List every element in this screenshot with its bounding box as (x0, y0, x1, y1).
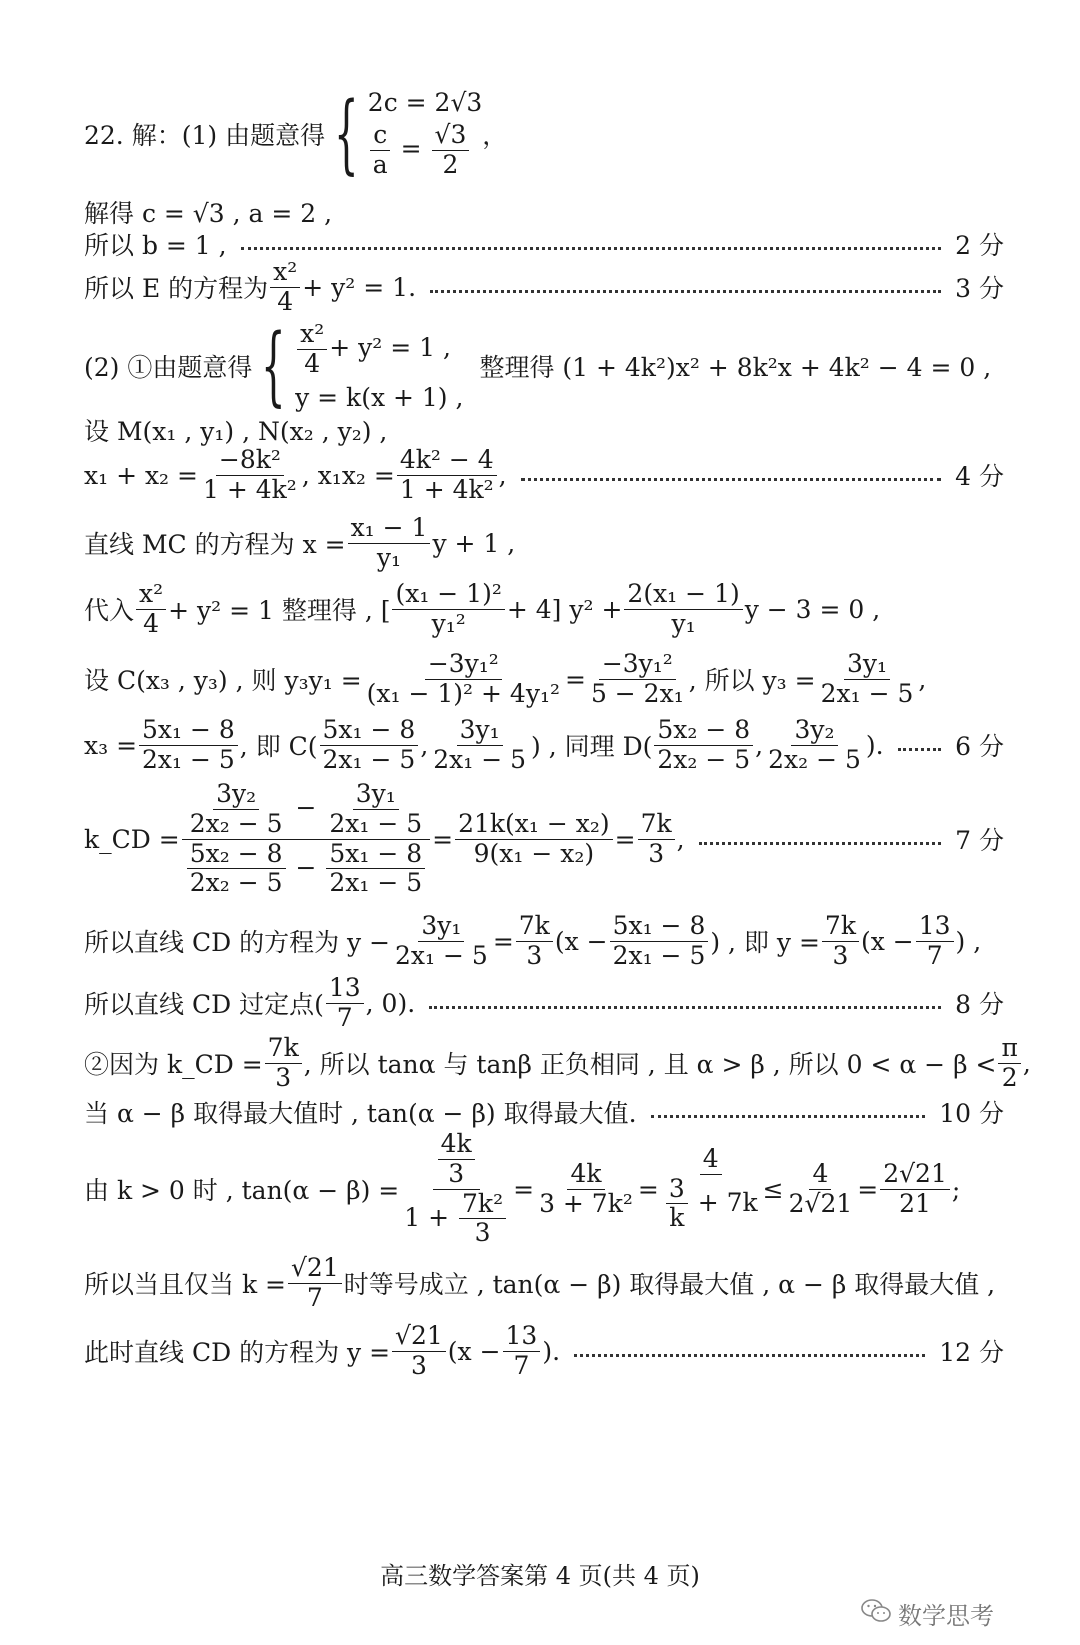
line-b: 所以 b = 1 , 2 分 (84, 226, 1004, 262)
line-ineq: 由 k > 0 时 , tan(α − β) = $\frac{4k}{3}$ 1 + $\frac{\text{7k²}}{3}$ = $\frac{4k}{\text{3 + 7k²}}$ = 4 $\frac{3}{k}$ + 7k ≤ $\frac{4}{2√21}$ = $\frac{2√21}{21}$ ; (84, 1129, 961, 1248)
line-E: 所以 E 的方程为 $\frac{\text{x²}}{4}$ + y² = 1. 3 分 (84, 257, 1004, 316)
line-MN: 设 M(x₁ , y₁) , N(x₂ , y₂) , (84, 417, 388, 446)
line-max: 当 α − β 取得最大值时 , tan(α − β) 取得最大值. 10 分 (84, 1094, 1004, 1130)
line-tan: ②因为 k_CD = $\frac{7k}{3}$ , 所以 tanα 与 tanβ 正负相同 , 且 α > β , 所以 0 < α − β < $\frac{\pi}{2}$ , (84, 1033, 1031, 1092)
score-12: 12 分 (939, 1338, 1004, 1368)
line-vieta: x₁ + x₂ = $\frac{\text{−8k²}}{\text{1 + 4k²}}$ , x₁x₂ = $\frac{\text{4k² − 4}}{\text{1 + 4k²}}$ , 4 分 (84, 445, 1004, 504)
brace-icon: { (261, 315, 287, 416)
dot-leader (699, 842, 942, 845)
sys1-line2: $\frac{c}{a}$ = $\frac{√3}{2}$ (368, 121, 483, 180)
watermark (860, 1596, 994, 1631)
line-solve: 解得 c = √3 , a = 2 , (84, 199, 333, 228)
comma: ， (482, 120, 508, 150)
dot-leader (521, 478, 942, 481)
dot-leader (574, 1354, 925, 1357)
line-kCD: k_CD = $\frac{\text{3y₂}}{\text{2x₂ − 5}}$ − $\frac{\text{3y₁}}{\text{2x₁ − 5}}$ $\frac{\text{5x₂ − 8}}{\text{2x₂ − 5}}$ − $\frac{\text{5x₁ − 8}}{\text{2x₁ − 5}}$ = $\frac{\text{21k(x₁ − x₂)}}{\text{9(x₁ − x₂)}}$ = $\frac{7k}{3}$ , 7 分 (84, 779, 1004, 898)
score-6: 6 分 (955, 732, 1004, 762)
line-part2: (2) ①由题意得 { $\frac{\text{x²}}{4}$ + y² = 1 , y = k(x + 1) , 整理得 (1 + 4k²)x² + 8k²x + 4k² − 4 = 0 , (84, 315, 992, 416)
line-final: 此时直线 CD 的方程为 y = $\frac{√21}{3}$ (x − $\frac{13}{7}$ ). 12 分 (84, 1321, 1004, 1380)
page-footer: 高三数学答案第 4 页(共 4 页) (380, 1562, 700, 1590)
dot-leader (651, 1115, 926, 1118)
compound-fraction: $\frac{4k}{3}$ 1 + $\frac{\text{7k²}}{3}$ (401, 1130, 511, 1248)
compound-fraction: $\frac{\text{3y₂}}{\text{2x₂ − 5}}$ − $\frac{\text{3y₁}}{\text{2x₁ − 5}}$ $\frac{\text{5x₂ − 8}}{\text{2x₂ − 5}}$ − $\frac{\text{5x₁ − 8}}{\text{2x₁ − 5}}$ (182, 780, 430, 898)
equation-system-2: { $\frac{\text{x²}}{4}$ + y² = 1 , y = k(x + 1) , (261, 315, 464, 416)
score-4: 4 分 (955, 462, 1004, 492)
line-CD-eq: 所以直线 CD 的方程为 y − $\frac{\text{3y₁}}{\text{2x₁ − 5}}$ = $\frac{7k}{3}$ (x − $\frac{\text{5x₁ − 8}}{\text{2x₁ − 5}}$ ) , 即 y = $\frac{7k}{3}$ (x − $\frac{13}{7}$ ) , (84, 911, 982, 970)
line-fixed-point: 所以直线 CD 过定点( $\frac{13}{7}$ , 0). 8 分 (84, 973, 1004, 1032)
intro-text: 22. 解：(1) 由题意得 (84, 120, 326, 150)
score-3: 3 分 (955, 274, 1004, 304)
wechat-icon (860, 1597, 892, 1631)
watermark-text: 数学思考 (898, 1602, 994, 1630)
line-22-intro (84, 83, 1004, 184)
line-MC: 直线 MC 的方程为 x = $\frac{\text{x₁ − 1}}{\text{y₁}}$ y + 1 , (84, 513, 516, 572)
line-x3: x₃ = $\frac{\text{5x₁ − 8}}{\text{2x₁ − 5}}$ , 即 C( $\frac{\text{5x₁ − 8}}{\text{2x₁ − 5}}$ , $\frac{\text{3y₁}}{\text{2x₁ − 5}}$ ) , 同理 D( $\frac{\text{5x₂ − 8}}{\text{2x₂ − 5}}$ , $\frac{\text{3y₂}}{\text{2x₂ − 5}}$ ). 6 分 (84, 715, 1004, 774)
brace-icon: { (334, 83, 359, 184)
dot-leader (898, 748, 942, 751)
line-equality: 所以当且仅当 k = $\frac{√21}{7}$ 时等号成立 , tan(α − β) 取得最大值 , α − β 取得最大值 , (84, 1253, 996, 1312)
sys1-line1: 2c = 2√3 (367, 88, 483, 117)
score-8: 8 分 (955, 990, 1004, 1020)
dot-leader (429, 1006, 941, 1009)
dot-leader (430, 290, 941, 293)
score-10: 10 分 (939, 1099, 1004, 1128)
equation-system-1 (325, 83, 483, 184)
line-substitute: 代入 $\frac{\text{x²}}{4}$ + y² = 1 整理得 , [ $\frac{\text{(x₁ − 1)²}}{\text{y₁²}}$ + 4] y² + $\frac{\text{2(x₁ − 1)}}{\text{y₁}}$ y − 3 = 0 , (84, 579, 881, 638)
dot-leader (241, 247, 942, 250)
score-7: 7 分 (955, 826, 1004, 855)
line-C: 设 C(x₃ , y₃) , 则 y₃y₁ = $\frac{\text{−3y₁²}}{\text{(x₁ − 1)² + 4y₁²}}$ = $\frac{\text{−3y₁²}}{\text{5 − 2x₁}}$ , 所以 y₃ = $\frac{\text{3y₁}}{\text{2x₁ − 5}}$ , (84, 649, 927, 708)
score-2: 2 分 (955, 231, 1004, 260)
